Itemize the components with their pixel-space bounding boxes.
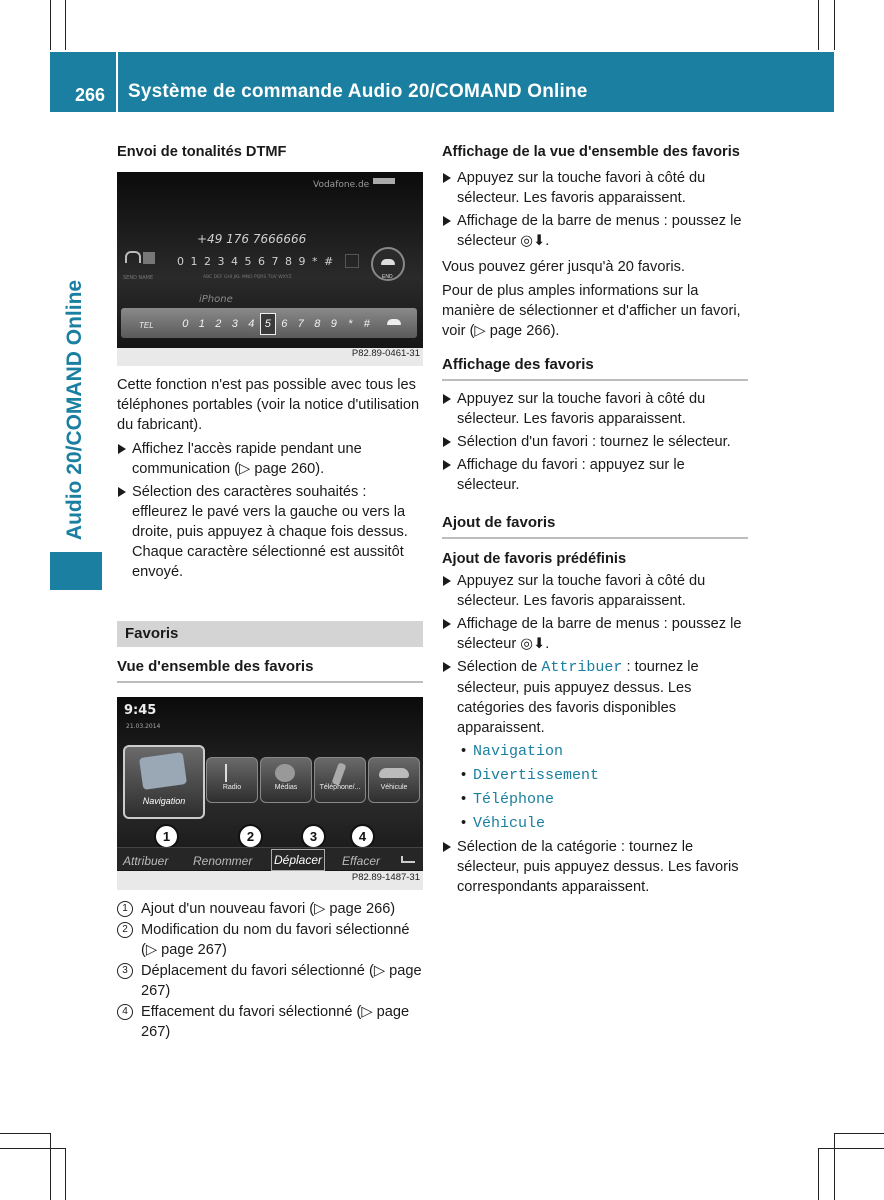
predef-bullet xyxy=(442,657,748,738)
category-item xyxy=(442,789,748,810)
tel-label: TEL xyxy=(139,321,154,330)
category-label: Divertissement xyxy=(473,767,600,784)
callout-3: 3 xyxy=(301,824,326,849)
menu-effacer[interactable]: Effacer xyxy=(342,854,381,868)
show-overview-heading: Affichage de la vue d'ensemble des favoris xyxy=(442,144,740,160)
fav-tile-label: Radio xyxy=(222,784,242,791)
predef-bullet: Sélection de la catégorie : tournez le sélecteur, puis appuyez dessus. Les favoris correspondants apparaissent. xyxy=(442,837,748,897)
fav-tile-radio[interactable] xyxy=(206,757,258,803)
section-bar-favoris: Favoris xyxy=(117,621,423,647)
figure-caption: P82.89-1487-31 xyxy=(351,872,420,883)
predef-text: Sélection de xyxy=(457,659,542,675)
category-label: Téléphone xyxy=(473,791,555,808)
display-bullet: Affichage du favori : appuyez sur le sélecteur. xyxy=(442,455,748,495)
crop-mark xyxy=(834,1133,884,1134)
dialed-number: +49 176 7666666 xyxy=(197,232,307,246)
numbered-text: Modification du nom du favori sélectionné (▷ page 267) xyxy=(141,922,410,958)
digit-key[interactable]: 8 xyxy=(314,318,321,330)
end-label: END xyxy=(382,274,393,280)
digit-key[interactable]: 5 xyxy=(260,313,277,335)
keypad-key[interactable] xyxy=(345,254,359,268)
digit-key[interactable]: 9 xyxy=(330,318,337,330)
left-column xyxy=(117,142,423,1043)
fav-tile-vehicule[interactable] xyxy=(368,757,420,803)
bottom-bar xyxy=(121,308,417,338)
fav-tile-label: Téléphone/... xyxy=(319,784,361,791)
crop-mark xyxy=(0,1148,66,1149)
menu-deplacer[interactable]: Déplacer xyxy=(271,849,325,871)
crop-mark xyxy=(50,1133,51,1200)
numbered-item xyxy=(117,1002,423,1042)
fav-tile-label: Véhicule xyxy=(380,784,408,791)
crop-mark xyxy=(50,0,51,50)
device-name: iPhone xyxy=(199,294,233,305)
overview-heading: Vue d'ensemble des favoris xyxy=(117,657,423,683)
numbered-item xyxy=(117,920,423,960)
end-call-icon xyxy=(381,259,395,265)
digit-key[interactable]: 7 xyxy=(297,318,304,330)
crop-mark xyxy=(818,1148,884,1149)
category-label: Véhicule xyxy=(473,815,546,832)
digit-key[interactable]: 3 xyxy=(231,318,238,330)
map-icon xyxy=(139,752,187,790)
menu-bar xyxy=(117,847,423,870)
favorites-screenshot xyxy=(117,697,423,890)
fav-tile-navigation[interactable] xyxy=(123,745,205,819)
numbered-item xyxy=(117,961,423,1001)
hangup-icon[interactable] xyxy=(387,319,401,325)
display-bullet: Appuyez sur la touche favori à côté du sélecteur. Les favoris apparaissent. xyxy=(442,389,748,429)
manage-paragraph: Vous pouvez gérer jusqu'à 20 favoris. xyxy=(442,259,685,275)
fav-tile-medias[interactable] xyxy=(260,757,312,803)
display-bullet: Sélection d'un favori : tournez le sélecteur. xyxy=(442,432,748,452)
digit-key[interactable]: 1 xyxy=(198,318,205,330)
callout-1: 1 xyxy=(154,824,179,849)
code-attribuer: Attribuer xyxy=(541,659,623,676)
side-tab-title: Audio 20/COMAND Online xyxy=(63,279,86,541)
side-tab-marker xyxy=(50,552,102,590)
more-info-paragraph: Pour de plus amples informations sur la manière de sélectionner et d'afficher un favori, voir (▷ page 266). xyxy=(442,283,741,339)
clock: 9:45 xyxy=(124,703,157,718)
crop-mark xyxy=(834,1133,835,1200)
menu-renommer[interactable]: Renommer xyxy=(193,854,253,868)
dtmf-paragraph: Cette fonction n'est pas possible avec tous les téléphones portables (voir la notice d'utilisation du fabricant). xyxy=(117,377,420,433)
phone-icon xyxy=(125,251,141,263)
signal-icon xyxy=(373,178,395,184)
display-heading: Affichage des favoris xyxy=(442,355,748,381)
figure-caption: P82.89-0461-31 xyxy=(351,348,420,359)
predef-bullet: Affichage de la barre de menus : poussez le sélecteur ◎⬇. xyxy=(442,614,748,654)
category-label: Navigation xyxy=(473,743,564,760)
number-circle: 1 xyxy=(117,901,133,917)
keypad-row: 0 1 2 3 4 5 6 7 8 9 * # xyxy=(177,255,335,268)
numbered-text: Déplacement du favori sélectionné (▷ page 267) xyxy=(141,963,422,999)
phone-screenshot xyxy=(117,172,423,366)
number-circle: 2 xyxy=(117,922,133,938)
digit-key[interactable]: 6 xyxy=(281,318,288,330)
left-labels: SEND NAME xyxy=(123,275,154,281)
fav-tile-label: Médias xyxy=(274,784,298,791)
digit-key[interactable]: * xyxy=(348,318,353,330)
crop-mark xyxy=(65,1148,66,1200)
page-number: 266 xyxy=(75,85,106,105)
digit-key[interactable]: 0 xyxy=(182,318,189,330)
numbered-text: Effacement du favori sélectionné (▷ page 267) xyxy=(141,1004,410,1040)
callout-2: 2 xyxy=(238,824,263,849)
overview-bullet: Appuyez sur la touche favori à côté du sélecteur. Les favoris apparaissent. xyxy=(442,168,748,208)
category-item xyxy=(442,765,748,786)
back-icon[interactable] xyxy=(401,856,415,863)
numbered-text: Ajout d'un nouveau favori (▷ page 266) xyxy=(141,901,396,917)
number-circle: 3 xyxy=(117,963,133,979)
crop-mark xyxy=(834,0,835,50)
digit-key[interactable]: 2 xyxy=(215,318,222,330)
keypad-letters: ABC DEF GHI JKL MNO PQRS TUV WXYZ xyxy=(203,275,292,280)
digit-key[interactable]: # xyxy=(363,318,370,330)
fav-tile-label: Navigation xyxy=(142,796,186,806)
page-title: Système de commande Audio 20/COMAND Online xyxy=(128,81,588,102)
dtmf-bullet: Sélection des caractères souhaités : effleurez le pavé vers la gauche ou vers la droite, puis appuyez à chaque fois dessus. Chaque caractère sélectionné est aussitôt envoyé. xyxy=(117,482,423,582)
right-column xyxy=(442,142,748,900)
crop-mark xyxy=(818,1148,819,1200)
digit-key[interactable]: 4 xyxy=(248,318,255,330)
numbered-item xyxy=(117,899,423,919)
predef-text: : tournez le sélecteur, puis appuyez dessus. Les catégories des favoris disponibles apparaissent. xyxy=(457,659,699,736)
category-item xyxy=(442,813,748,834)
overview-bullet: Affichage de la barre de menus : poussez le sélecteur ◎⬇. xyxy=(442,211,748,251)
add-heading: Ajout de favoris xyxy=(442,513,748,539)
digit-row xyxy=(177,313,375,333)
car-icon xyxy=(379,768,409,778)
fav-tile-telephone[interactable] xyxy=(314,757,366,803)
end-call-button[interactable] xyxy=(371,247,405,281)
crop-mark xyxy=(0,1133,50,1134)
callout-4: 4 xyxy=(350,824,375,849)
predef-bullet: Appuyez sur la touche favori à côté du sélecteur. Les favoris apparaissent. xyxy=(442,571,748,611)
dtmf-bullet: Affichez l'accès rapide pendant une communication (▷ page 260). xyxy=(117,439,423,479)
predef-heading: Ajout de favoris prédéfinis xyxy=(442,551,627,567)
numbered-list xyxy=(117,899,423,1042)
dtmf-heading: Envoi de tonalités DTMF xyxy=(117,144,287,160)
date: 21.03.2014 xyxy=(126,723,161,730)
category-item xyxy=(442,741,748,762)
operator-label: Vodafone.de xyxy=(313,180,370,190)
menu-attribuer[interactable]: Attribuer xyxy=(123,854,169,868)
number-circle: 4 xyxy=(117,1004,133,1020)
header-divider xyxy=(116,52,118,112)
crop-mark xyxy=(818,0,819,50)
contact-icon xyxy=(143,252,155,264)
crop-mark xyxy=(65,0,66,50)
